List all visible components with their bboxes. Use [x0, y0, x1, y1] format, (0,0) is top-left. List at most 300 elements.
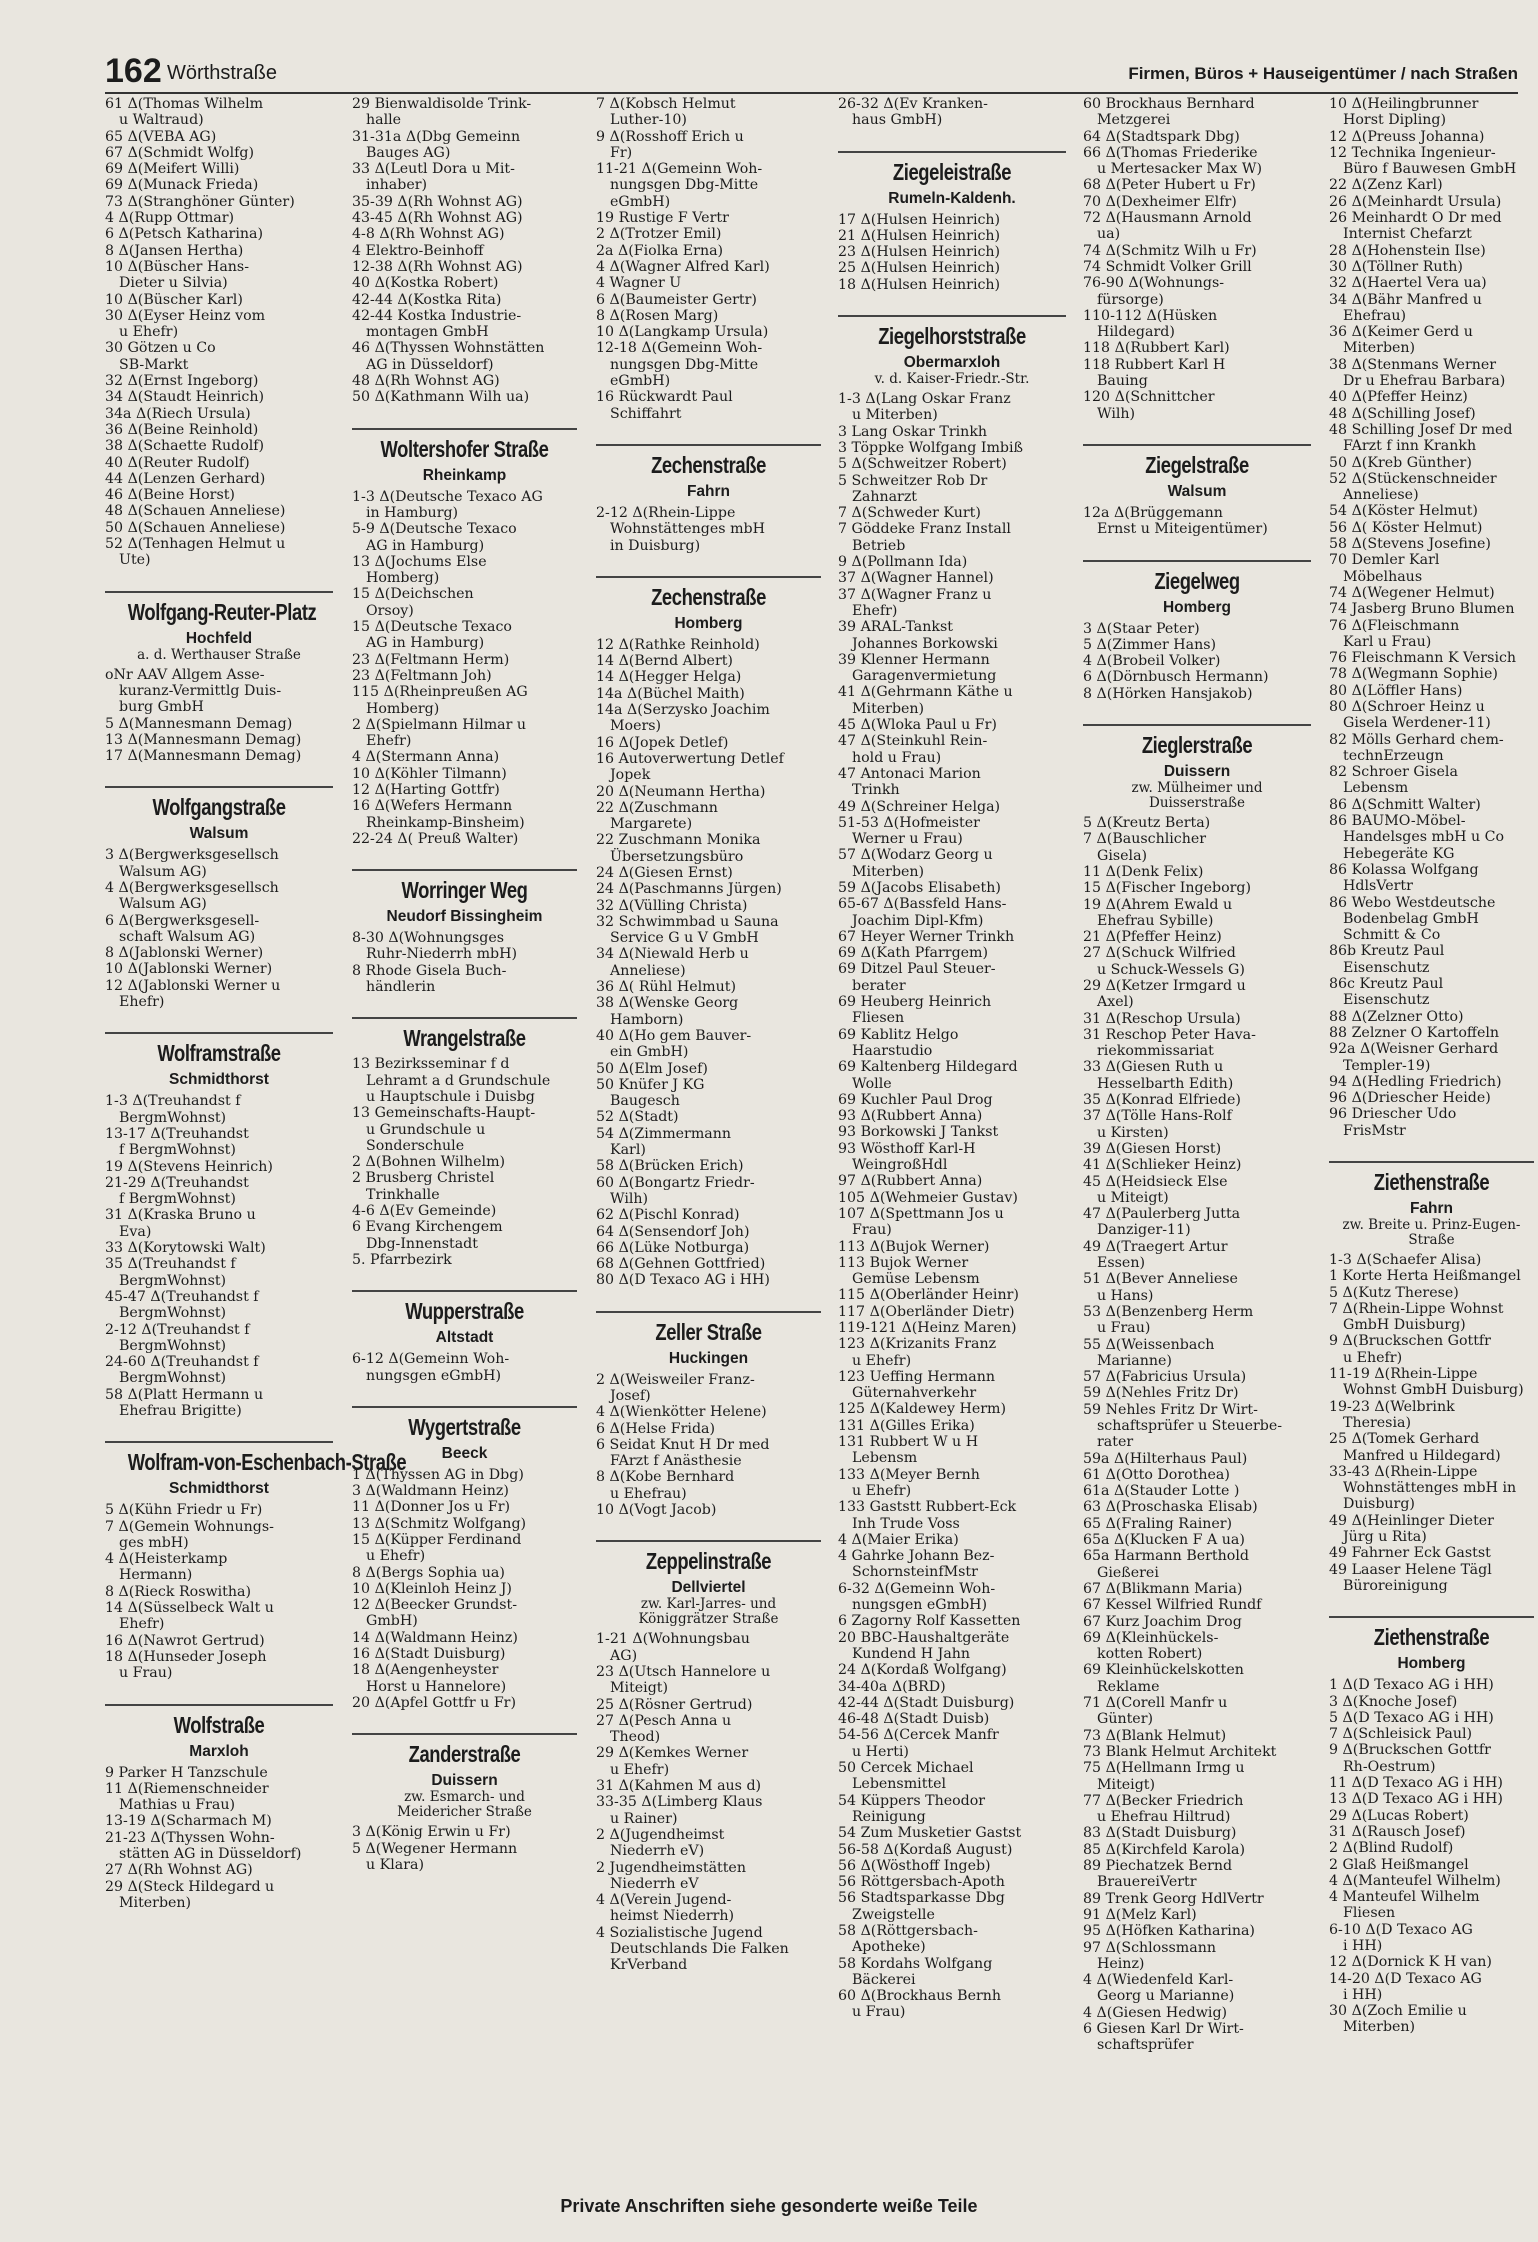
directory-entry — [838, 570, 1066, 586]
entry-line: GmbH Duisburg) — [1343, 1317, 1466, 1334]
entry-line: 63 Δ(Proschaska Elisab) — [1083, 1499, 1258, 1516]
entry-line: in Duisburg) — [610, 537, 701, 554]
directory-entry — [352, 1105, 577, 1154]
entry-line: Fliesen — [852, 1010, 905, 1027]
directory-entry — [838, 1679, 1066, 1695]
entry-line: 13-19 Δ(Scharmach M) — [105, 1813, 272, 1830]
entry-line: Dieter u Silvia) — [119, 275, 228, 292]
district-name: Rheinkamp — [422, 466, 507, 484]
street-block — [352, 1017, 577, 1268]
entry-line: 8 Δ(Rosen Marg) — [596, 307, 719, 324]
entry-line: 47 Δ(Paulerberg Jutta — [1083, 1206, 1241, 1223]
entry-line: 76 Fleischmann K Versich — [1329, 650, 1517, 667]
entry-line: 4 Gahrke Johann Bez- — [838, 1548, 995, 1565]
entry-line: 21-29 Δ(Treuhandst — [105, 1174, 249, 1191]
directory-entry — [105, 536, 333, 569]
directory-entry — [1083, 1597, 1311, 1613]
directory-entry — [838, 847, 1066, 880]
directory-entry — [838, 1255, 1066, 1288]
entry-line: 6 Giesen Karl Dr Wirt- — [1083, 2020, 1244, 2037]
directory-entry — [1083, 1174, 1311, 1207]
entry-line: 113 Bujok Werner — [838, 1254, 969, 1271]
directory-entry — [105, 1126, 333, 1159]
entry-line: 33 Δ(Leutl Dora u Mit- — [352, 161, 515, 178]
directory-entry — [105, 455, 333, 471]
directory-entry — [1329, 699, 1534, 732]
directory-entry — [105, 161, 333, 177]
entry-line: 50 Δ(Kathmann Wilh ua) — [352, 389, 530, 406]
entry-line: 82 Schroer Gisela — [1329, 764, 1458, 781]
entry-line: 65 Δ(Fraling Rainer) — [1083, 1515, 1233, 1532]
street-heading — [105, 786, 333, 843]
street-divider — [105, 786, 333, 788]
entry-line: 43-45 Δ(Rh Wohnst AG) — [352, 210, 523, 227]
entry-line: 20 BBC-Haushaltgeräte — [838, 1629, 1010, 1646]
directory-entry — [105, 520, 333, 536]
directory-entry — [352, 1597, 577, 1630]
entry-line: 47 Δ(Steinkuhl Rein- — [838, 733, 988, 750]
directory-entry — [1083, 1483, 1311, 1499]
entry-line: 59a Δ(Hilterhaus Paul) — [1083, 1450, 1248, 1467]
entry-line: 4 Δ(Wienkötter Helene) — [596, 1404, 767, 1421]
entry-line: Miterben) — [1343, 340, 1416, 357]
directory-entry — [1083, 1614, 1311, 1630]
directory-entry — [352, 1581, 577, 1597]
entry-line: 40 Δ(Pfeffer Heinz) — [1329, 389, 1468, 406]
entry-line: 50 Δ(Elm Josef) — [596, 1060, 708, 1077]
entry-line: Büroreinigung — [1343, 1577, 1448, 1594]
entry-line: 1-21 Δ(Wohnungsbau — [596, 1631, 750, 1648]
directory-entry — [596, 1207, 821, 1223]
directory-entry — [838, 1793, 1066, 1826]
entry-line: 93 Wösthoff Karl-H — [838, 1140, 976, 1157]
entry-line: 22 Zuschmann Monika — [596, 832, 761, 849]
directory-entry — [838, 815, 1066, 848]
directory-entry — [1329, 1857, 1534, 1873]
directory-entry — [596, 1126, 821, 1159]
entry-line: 5 Schweitzer Rob Dr — [838, 472, 988, 489]
directory-entry — [1083, 2005, 1311, 2021]
directory-entry — [1329, 422, 1534, 455]
entry-line: 6 Δ(Petsch Katharina) — [105, 226, 264, 243]
entry-line: 48 Schilling Josef Dr med — [1329, 421, 1513, 438]
entry-line: 29 Δ(Steck Hildegard u — [105, 1878, 275, 1895]
entry-line: 7 Δ(Bauschlicher — [1083, 831, 1207, 848]
directory-entry — [596, 784, 821, 800]
entry-line: u Waltraud) — [119, 112, 204, 129]
directory-entry — [352, 766, 577, 782]
directory-entry — [1329, 243, 1534, 259]
entry-line: 86 Δ(Schmitt Walter) — [1329, 796, 1481, 813]
entry-line: 16 Δ(Stadt Duisburg) — [352, 1646, 506, 1663]
street-divider — [596, 444, 821, 446]
entry-line: 34 Δ(Staudt Heinrich) — [105, 389, 265, 406]
directory-entry — [352, 1695, 577, 1711]
entry-line: 2-12 Δ(Rhein-Lippe — [596, 504, 736, 521]
entry-line: 115 Δ(Rheinpreußen AG — [352, 684, 528, 701]
directory-entry — [1083, 897, 1311, 930]
district-name: Duissern — [1163, 763, 1231, 781]
entry-line: 3 Δ(Knoche Josef) — [1329, 1693, 1458, 1710]
directory-entry — [838, 554, 1066, 570]
entry-line: 73 Δ(Stranghöner Günter) — [105, 193, 295, 210]
directory-entry — [105, 1600, 333, 1633]
entry-line: Lebensm — [1343, 780, 1409, 797]
entry-line: Karl) — [610, 1142, 646, 1159]
entry-line: 88 Δ(Zelzner Otto) — [1329, 1008, 1464, 1025]
entry-line: 30 Δ(Zoch Emilie u — [1329, 2003, 1467, 2020]
directory-entry — [838, 994, 1066, 1027]
entry-line: Trinkhalle — [366, 1186, 440, 1203]
entry-line: AG in Hamburg) — [366, 537, 485, 554]
entry-line: 51-53 Δ(Hofmeister — [838, 814, 980, 831]
directory-entry — [596, 1925, 821, 1974]
entry-line: 41 Δ(Gehrmann Käthe u — [838, 684, 1013, 701]
directory-entry — [596, 1713, 821, 1746]
entry-line: Hermann) — [119, 1567, 193, 1584]
entry-line: 12-18 Δ(Gemeinn Woh- — [596, 340, 763, 357]
directory-entry — [1083, 880, 1311, 896]
directory-entry — [838, 1206, 1066, 1239]
directory-entry — [838, 456, 1066, 472]
entry-line: Miterben) — [1343, 2019, 1416, 2036]
entry-line: Miterben) — [852, 700, 925, 717]
entry-line: 125 Δ(Kaldewey Herm) — [838, 1401, 1007, 1418]
directory-entry — [1329, 943, 1534, 976]
entry-line: Reinigung — [852, 1808, 926, 1825]
entry-line: 49 Fahrner Eck Gastst — [1329, 1545, 1491, 1562]
directory-entry — [1329, 145, 1534, 178]
directory-entry — [105, 1649, 333, 1682]
street-block — [596, 96, 821, 422]
directory-entry — [838, 1874, 1066, 1890]
entry-line: 58 Δ(Platt Hermann u — [105, 1386, 264, 1403]
entry-line: 16 Autoverwertung Detlef — [596, 750, 784, 767]
directory-entry — [1329, 1285, 1534, 1301]
directory-entry — [1329, 96, 1534, 129]
entry-line: 1-3 Δ(Schaefer Alisa) — [1329, 1252, 1482, 1268]
directory-entry — [105, 1551, 333, 1584]
entry-line: 80 Δ(Löffler Hans) — [1329, 682, 1463, 699]
entry-line: 4 Manteufel Wilhelm — [1329, 1889, 1480, 1906]
entry-line: 3 Δ(König Erwin u Fr) — [352, 1824, 511, 1841]
entry-line: Walsum AG) — [119, 896, 207, 913]
directory-entry — [1083, 1793, 1311, 1826]
entry-line: Wolle — [852, 1075, 892, 1092]
directory-entry — [105, 1207, 333, 1240]
district-name: Beeck — [441, 1444, 488, 1462]
entry-line: HdlsVertr — [1343, 878, 1413, 895]
entry-line: 18 Δ(Aengenheyster — [352, 1662, 499, 1679]
entry-line: 21-23 Δ(Thyssen Wohn- — [105, 1829, 275, 1846]
entry-line: 6 Evang Kirchengem — [352, 1219, 503, 1236]
directory-entry — [838, 1988, 1066, 2021]
directory-entry — [596, 637, 821, 653]
entry-line: Zweigstelle — [852, 1906, 935, 1923]
district-name: Neudorf Bissingheim — [386, 908, 543, 926]
entry-line: Trinkh — [852, 782, 900, 799]
entry-line: 5 Δ(Kutz Therese) — [1329, 1284, 1459, 1301]
directory-entry — [596, 324, 821, 340]
street-location-note: Meidericher Straße — [397, 1804, 532, 1821]
directory-entry — [1329, 1399, 1534, 1432]
directory-entry — [596, 1028, 821, 1061]
directory-entry — [1083, 1581, 1311, 1597]
directory-entry — [1083, 1842, 1311, 1858]
entry-line: 49 Laaser Helene Tägl — [1329, 1561, 1492, 1578]
directory-entry — [1329, 683, 1534, 699]
entry-line: 74 Δ(Wegener Helmut) — [1329, 584, 1495, 601]
entry-line: 94 Δ(Hedling Friedrich) — [1329, 1073, 1502, 1090]
directory-entry — [105, 471, 333, 487]
entry-line: Fliesen — [1343, 1905, 1396, 1922]
street-heading — [596, 576, 821, 633]
directory-entry — [1083, 1402, 1311, 1451]
entry-line: 1 Δ(Thyssen AG in Dbg) — [352, 1466, 524, 1483]
directory-entry — [596, 1437, 821, 1470]
entry-line: GmbH) — [366, 1613, 418, 1630]
directory-entry — [1083, 340, 1311, 356]
entry-line: 27 Δ(Schuck Wilfried — [1083, 945, 1236, 962]
entry-line: 8 Δ(Hörken Hansjakob) — [1083, 685, 1253, 702]
entry-line: Haarstudio — [852, 1042, 933, 1059]
entry-line: 20 Δ(Apfel Gottfr u Fr) — [352, 1694, 516, 1711]
entry-line: 8 Rhode Gisela Buch- — [352, 962, 507, 979]
directory-entry — [352, 1170, 577, 1203]
directory-entry — [1329, 666, 1534, 682]
directory-entry — [596, 308, 821, 324]
entry-line: 16 Rückwardt Paul — [596, 389, 733, 406]
street-block — [105, 96, 333, 569]
entry-line: halle — [366, 112, 402, 129]
street-name: Worringer Weg — [401, 877, 528, 904]
entry-line: 54 Δ(Zimmermann — [596, 1125, 732, 1142]
entry-line: u Rainer) — [610, 1810, 678, 1827]
street-heading — [1329, 1161, 1534, 1248]
street-divider — [1329, 1616, 1534, 1618]
entry-line: Bodenbelag GmbH — [1343, 910, 1479, 927]
directory-entry — [1083, 259, 1311, 275]
street-block — [352, 428, 577, 848]
directory-entry — [352, 963, 577, 996]
entry-line: 50 Δ(Schauen Anneliese) — [105, 519, 286, 536]
directory-entry — [838, 1499, 1066, 1532]
directory-entry — [1329, 1954, 1534, 1970]
directory-entry — [838, 619, 1066, 652]
directory-entry — [596, 865, 821, 881]
directory-entry — [596, 1631, 821, 1664]
entry-line: 7 Δ(Kobsch Helmut — [596, 96, 736, 112]
street-divider — [352, 1733, 577, 1735]
directory-entry — [105, 145, 333, 161]
directory-entry — [352, 1646, 577, 1662]
entry-line: 107 Δ(Spettmann Jos u — [838, 1205, 1004, 1222]
entry-line: 5 Δ(D Texaco AG i HH) — [1329, 1709, 1494, 1726]
entry-line: 69 Δ(Munack Frieda) — [105, 177, 259, 194]
entry-line: 50 Cercek Michael — [838, 1760, 974, 1777]
entry-line: 61 Δ(Otto Dorothea) — [1083, 1466, 1230, 1483]
directory-entry — [1083, 1825, 1311, 1841]
directory-entry — [838, 766, 1066, 799]
entry-line: 55 Δ(Weissenbach — [1083, 1336, 1215, 1353]
entry-line: 64 Δ(Stadtspark Dbg) — [1083, 128, 1240, 145]
directory-entry — [105, 1781, 333, 1814]
street-block — [838, 96, 1066, 129]
directory-entry — [1083, 357, 1311, 390]
entry-line: 80 Δ(D Texaco AG i HH) — [596, 1272, 770, 1289]
entry-line: Eisenschutz — [1343, 959, 1430, 976]
directory-entry — [105, 847, 333, 880]
entry-line: 13-17 Δ(Treuhandst — [105, 1125, 249, 1142]
entry-line: u Schuck-Wessels G) — [1097, 961, 1245, 978]
directory-entry — [838, 440, 1066, 456]
directory-entry — [1329, 618, 1534, 651]
directory-entry — [838, 96, 1066, 129]
district-name: Rumeln-Kaldenh. — [888, 189, 1016, 207]
entry-line: 42-44 Δ(Stadt Duisburg) — [838, 1694, 1015, 1711]
entry-line: Theod) — [610, 1729, 661, 1746]
entry-line: Wohnstättenges mbH in — [1343, 1480, 1517, 1497]
directory-entry — [838, 521, 1066, 554]
entry-line: Gießerei — [1097, 1564, 1159, 1581]
street-divider — [1083, 724, 1311, 726]
entry-line: 8 Δ(Kobe Bernhard — [596, 1469, 735, 1486]
directory-entry — [105, 1387, 333, 1420]
entry-line: nungsgen eGmbH) — [852, 1597, 988, 1614]
entry-line: Ehefr) — [852, 602, 898, 619]
entry-line: 8 Δ(Jablonski Werner) — [105, 945, 264, 962]
street-divider — [105, 1032, 333, 1034]
directory-entry — [596, 1175, 821, 1208]
entry-line: 72 Δ(Hausmann Arnold — [1083, 210, 1252, 227]
directory-column — [838, 96, 1066, 2186]
entry-line: eGmbH) — [610, 193, 671, 210]
entry-line: 33-43 Δ(Rhein-Lippe — [1329, 1463, 1478, 1480]
entry-line: 40 Δ(Ho gem Bauver- — [596, 1027, 752, 1044]
directory-entry — [1083, 1141, 1311, 1157]
entry-line: kotten Robert) — [1097, 1646, 1203, 1663]
entry-line: 86 Kolassa Wolfgang — [1329, 861, 1479, 878]
directory-entry — [1329, 1791, 1534, 1807]
entry-line: 77 Δ(Becker Friedrich — [1083, 1792, 1244, 1809]
entry-line: burg GmbH — [119, 699, 204, 716]
entry-line: riekommissariat — [1097, 1043, 1214, 1060]
entry-line: 18 Δ(Hunseder Joseph — [105, 1648, 267, 1665]
directory-entry — [838, 1613, 1066, 1629]
entry-line: Theresia) — [1343, 1414, 1411, 1431]
entry-line: Möbelhaus — [1343, 568, 1423, 585]
entry-line: 29 Δ(Lucas Robert) — [1329, 1807, 1469, 1824]
directory-entry — [838, 1304, 1066, 1320]
directory-entry — [596, 751, 821, 784]
entry-line: 75 Δ(Hellmann Irmg u — [1083, 1760, 1245, 1777]
street-name: Wolfgang-Reuter-Platz — [127, 598, 317, 625]
entry-line: Ehefr) — [366, 733, 412, 750]
entry-line: Dr u Ehefrau Barbara) — [1343, 373, 1506, 390]
street-heading — [352, 1733, 577, 1820]
entry-line: 118 Δ(Rubbert Karl) — [1083, 340, 1230, 357]
street-block — [352, 96, 577, 406]
entry-line: 62 Δ(Pischl Konrad) — [596, 1207, 740, 1224]
entry-line: 86 Webo Westdeutsche — [1329, 894, 1496, 911]
entry-line: 73 Δ(Blank Helmut) — [1083, 1727, 1227, 1744]
entry-line: u Ehefr) — [1343, 1349, 1403, 1366]
street-heading — [838, 151, 1066, 208]
entry-line: 42-44 Δ(Kostka Rita) — [352, 291, 502, 308]
directory-entry — [1329, 503, 1534, 519]
directory-entry — [105, 1830, 333, 1863]
street-block — [1329, 96, 1534, 1139]
entry-line: 14 Δ(Hegger Helga) — [596, 669, 742, 686]
entry-line: Georg u Marianne) — [1097, 1988, 1235, 2005]
entry-line: 39 Δ(Giesen Horst) — [1083, 1140, 1222, 1157]
directory-entry — [1083, 1092, 1311, 1108]
entry-line: i HH) — [1343, 1986, 1383, 2003]
entry-line: Jopek — [610, 767, 651, 784]
entry-line: 31 Δ(Rausch Josef) — [1329, 1823, 1466, 1840]
entry-line: 31 Δ(Reschop Ursula) — [1083, 1010, 1241, 1027]
street-divider — [352, 1406, 577, 1408]
entry-line: 65a Δ(Klucken F A ua) — [1083, 1532, 1245, 1549]
entry-line: 31 Δ(Kraska Bruno u — [105, 1207, 256, 1224]
street-name: Ziethenstraße — [1373, 1169, 1490, 1195]
entry-line: 23 Δ(Feltmann Joh) — [352, 667, 492, 684]
directory-entry — [105, 1519, 333, 1552]
directory-entry — [352, 1483, 577, 1499]
entry-line: 86c Kreutz Paul — [1329, 976, 1444, 993]
directory-entry — [596, 914, 821, 947]
directory-entry — [1329, 732, 1534, 765]
entry-line: schaftsprüfer u Steuerbe- — [1097, 1418, 1283, 1434]
entry-line: 123 Ueffing Hermann — [838, 1368, 996, 1385]
directory-entry — [105, 1502, 333, 1518]
entry-line: 23 Δ(Hulsen Heinrich) — [838, 244, 1001, 261]
entry-line: 5 Δ(Schweitzer Robert) — [838, 456, 1007, 473]
entry-line: 86 BAUMO-Möbel- — [1329, 813, 1466, 830]
entry-line: 65a Harmann Berthold — [1083, 1548, 1249, 1565]
entry-line: u Ehefr) — [119, 324, 179, 341]
entry-line: 89 Piechatzek Bernd — [1083, 1858, 1233, 1875]
entry-line: 93 Borkowski J Tankst — [838, 1124, 999, 1141]
directory-entry — [596, 1224, 821, 1240]
directory-entry — [1329, 1025, 1534, 1041]
directory-entry — [352, 831, 577, 847]
directory-entry — [596, 702, 821, 735]
directory-entry — [105, 129, 333, 145]
entry-line: 133 Δ(Meyer Bernh — [838, 1466, 980, 1483]
entry-line: Sonderschule — [366, 1137, 465, 1154]
directory-entry — [838, 1842, 1066, 1858]
directory-entry — [838, 587, 1066, 620]
street-block — [838, 315, 1066, 2021]
street-name: Zieglerstraße — [1141, 732, 1253, 759]
entry-line: 71 Δ(Corell Manfr u — [1083, 1695, 1228, 1712]
directory-entry — [352, 1056, 577, 1105]
directory-entry — [1083, 389, 1311, 422]
directory-entry — [838, 1336, 1066, 1369]
street-block — [1083, 560, 1311, 702]
directory-entry — [838, 961, 1066, 994]
street-heading — [1083, 724, 1311, 811]
entry-line: 67 Δ(Schmidt Wolfg) — [105, 144, 254, 161]
entry-line: u Frau) — [852, 2004, 906, 2021]
entry-line: Orsoy) — [366, 602, 414, 619]
entry-line: Apotheke) — [852, 1939, 926, 1956]
entry-line: 49 Δ(Traegert Artur — [1083, 1238, 1228, 1255]
entry-line: 56-58 Δ(Kordaß August) — [838, 1841, 1013, 1858]
street-block — [1329, 1616, 1534, 2036]
directory-entry — [1329, 1252, 1534, 1268]
